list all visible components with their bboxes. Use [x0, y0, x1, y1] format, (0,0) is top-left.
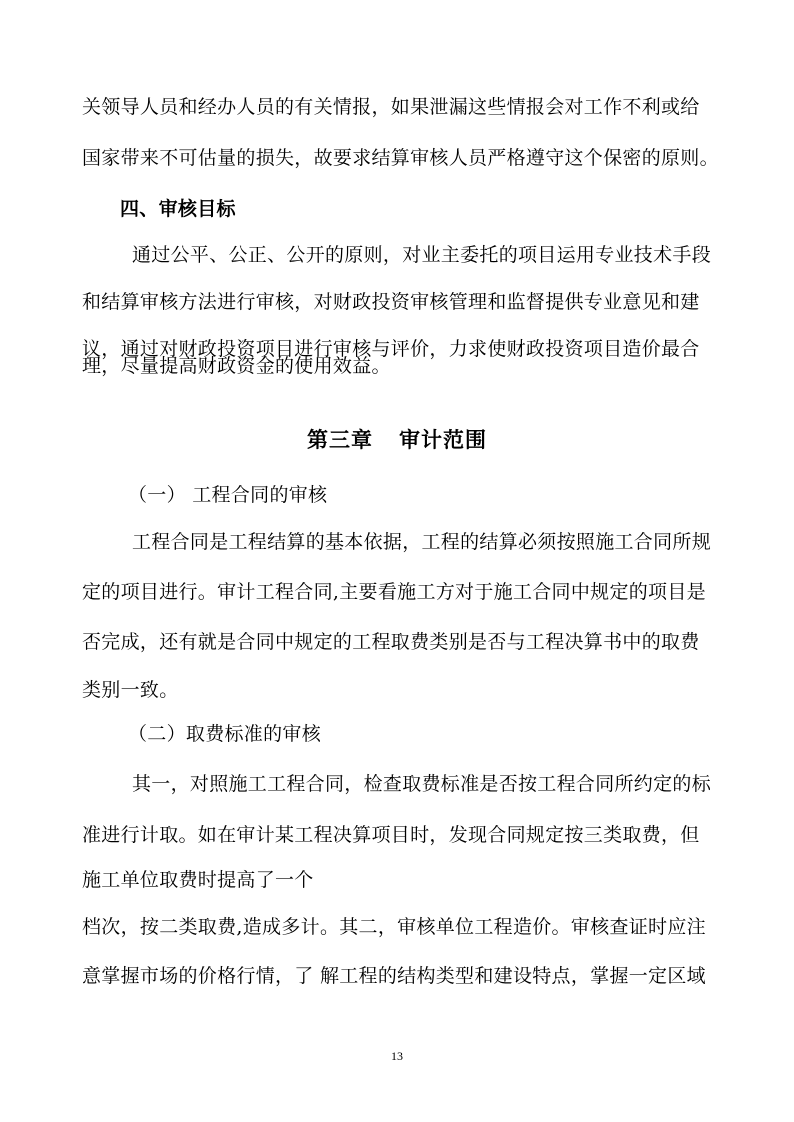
section-four-line-3: 议，通过对财政投资项目进行审核与评价，力求使财政投资项目造价最合 — [82, 338, 700, 360]
subsection-one-line-1: 工程合同是工程结算的基本依据，工程的结算必须按照施工合同所规 — [132, 531, 712, 553]
subsection-one-line-2: 定的项目进行。审计工程合同,主要看施工方对于施工合同中规定的项目是 — [82, 581, 706, 603]
chapter-number: 第三章 — [307, 427, 373, 452]
subsection-one-line-4: 类别一致。 — [82, 679, 179, 701]
subsection-two-line-1: 其一，对照施工工程合同，检查取费标准是否按工程合同所约定的标 — [132, 773, 712, 795]
section-four-line-2: 和结算审核方法进行审核，对财政投资审核管理和监督提供专业意见和建 — [82, 291, 700, 313]
confidentiality-line-2: 国家带来不可估量的损失，故要求结算审核人员严格遵守这个保密的原则。 — [82, 147, 719, 169]
chapter-title — [0, 427, 794, 453]
subsection-two-line-2: 准进行计取。如在审计某工程决算项目时，发现合同规定按三类取费，但 — [82, 824, 700, 846]
subsection-one-line-3: 否完成，还有就是合同中规定的工程取费类别是否与工程决算书中的取费 — [82, 631, 700, 653]
subsection-two-line-3: 施工单位取费时提高了一个 — [82, 869, 314, 891]
subsection-two-line-5: 意掌握市场的价格行情，了 解工程的结构类型和建设特点，掌握一定区域 — [82, 965, 706, 987]
confidentiality-line-1: 关领导人员和经办人员的有关情报，如果泄漏这些情报会对工作不利或给 — [82, 96, 700, 118]
chapter-name: 审计范围 — [399, 427, 487, 452]
subsection-two-heading: （二）取费标准的审核 — [128, 723, 322, 745]
subsection-two-line-4: 档次，按二类取费,造成多计。其二，审核单位工程造价。审核查证时应注 — [82, 916, 706, 938]
section-four-heading: 四、审核目标 — [120, 198, 236, 220]
section-four-line-4: 理，尽量提高财政资金的使用效益。 — [82, 355, 391, 377]
subsection-one-heading: （一） 工程合同的审核 — [128, 484, 328, 506]
page-number: 13 — [391, 1049, 403, 1063]
section-four-line-1: 通过公平、公正、公开的原则，对业主委托的项目运用专业技术手段 — [132, 244, 712, 266]
